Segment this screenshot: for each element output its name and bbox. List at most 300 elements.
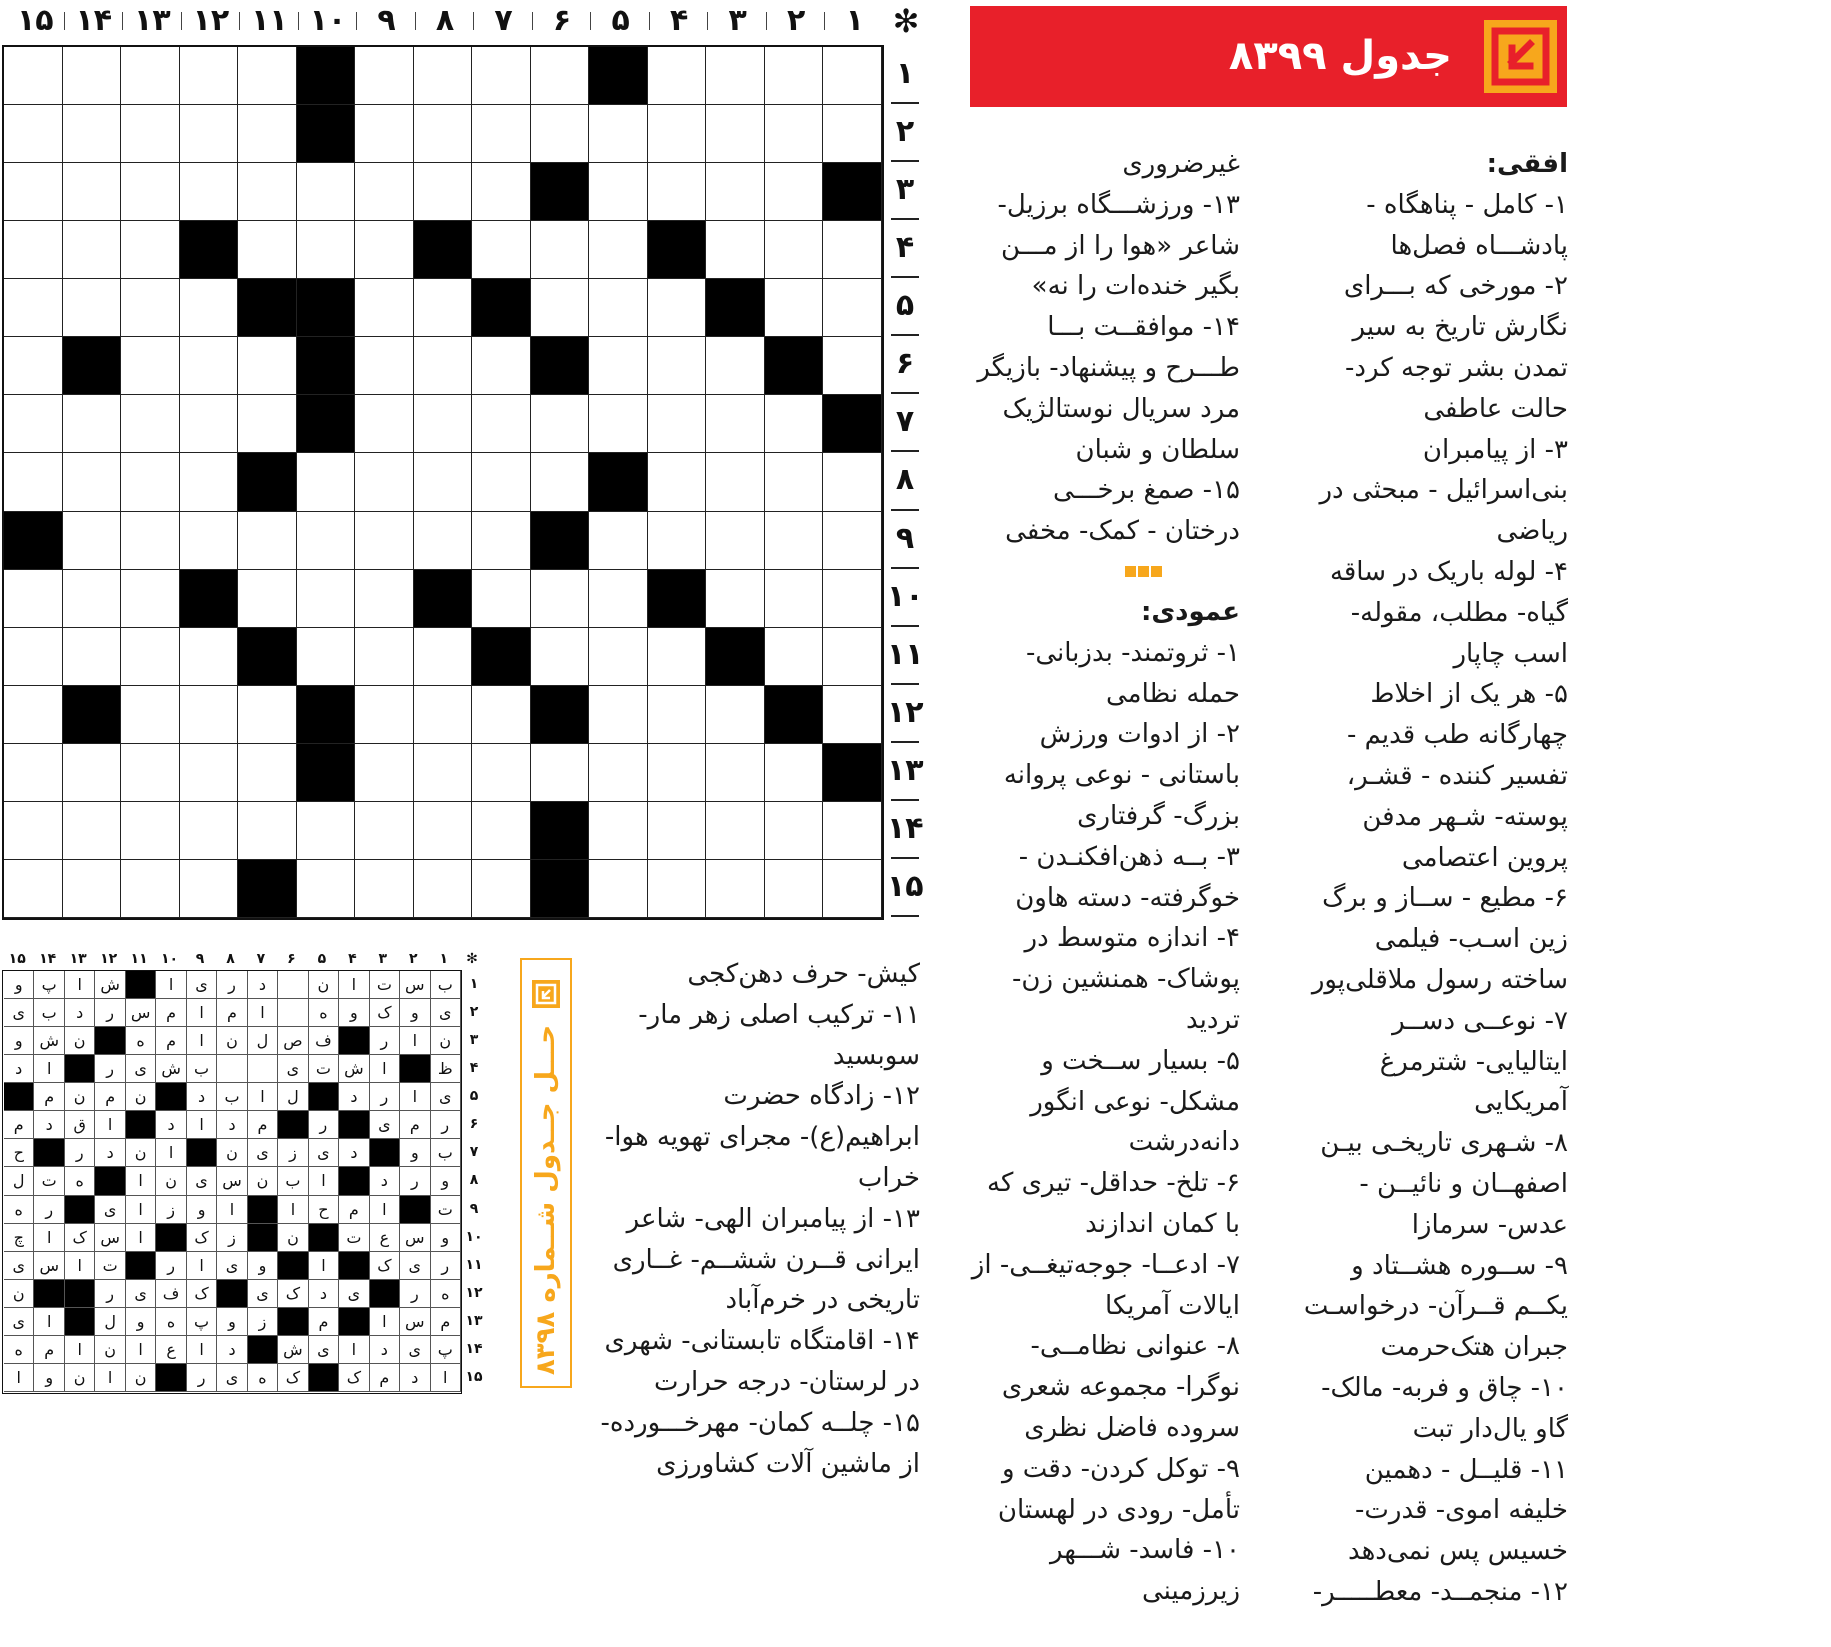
grid-cell[interactable] (4, 628, 63, 686)
grid-cell[interactable] (706, 221, 765, 279)
grid-cell[interactable] (648, 105, 707, 163)
grid-cell[interactable] (472, 163, 531, 221)
solution-cell: د (156, 1111, 186, 1139)
solution-label: حـــل جــدول شــماره ۸۳۹۸ (531, 1024, 561, 1376)
grid-cell[interactable] (765, 453, 824, 511)
grid-cell[interactable] (4, 686, 63, 744)
grid-cell[interactable] (589, 105, 648, 163)
grid-cell[interactable] (706, 47, 765, 105)
grid-cell[interactable] (121, 163, 180, 221)
grid-cell[interactable] (472, 686, 531, 744)
solution-row-number: ۱۵ (465, 1368, 483, 1385)
grid-cell[interactable] (765, 221, 824, 279)
solution-cell: ف (156, 1280, 186, 1308)
solution-cell: ا (126, 1336, 156, 1364)
grid-cell[interactable] (355, 570, 414, 628)
solution-cell: و (4, 1027, 34, 1055)
column-number-header (2, 0, 884, 42)
grid-cell[interactable] (414, 47, 473, 105)
grid-cell[interactable] (589, 512, 648, 570)
grid-cell[interactable] (648, 628, 707, 686)
grid-cell[interactable] (355, 47, 414, 105)
grid-cell[interactable] (63, 628, 122, 686)
grid-cell[interactable] (472, 395, 531, 453)
grid-cell[interactable] (648, 395, 707, 453)
solution-cell: ا (34, 1308, 64, 1336)
row-number: ۱۱ (887, 636, 924, 672)
solution-cell: د (217, 1336, 247, 1364)
grid-cell[interactable] (238, 570, 297, 628)
grid-cell[interactable] (63, 453, 122, 511)
grid-cell[interactable] (531, 570, 590, 628)
column-number: ۹ (377, 3, 396, 38)
black-cell (706, 279, 765, 337)
grid-cell[interactable] (180, 395, 239, 453)
grid-cell[interactable] (121, 744, 180, 802)
grid-cell[interactable] (238, 105, 297, 163)
grid-cell[interactable] (589, 744, 648, 802)
grid-cell[interactable] (238, 512, 297, 570)
solution-cell: ا (339, 1336, 369, 1364)
grid-cell[interactable] (4, 279, 63, 337)
clues-column-bottom (598, 954, 920, 1484)
solution-column-number: ۱۴ (39, 951, 57, 967)
grid-cell[interactable] (765, 802, 824, 860)
black-cell (765, 686, 824, 744)
grid-cell[interactable] (355, 279, 414, 337)
grid-cell[interactable] (414, 105, 473, 163)
grid-cell[interactable] (823, 628, 882, 686)
clue-text: ۱- ثروتمند- بدزبانی- حمله نظامی (1025, 637, 1240, 709)
grid-cell[interactable] (297, 860, 356, 918)
grid-cell[interactable] (589, 802, 648, 860)
grid-cell[interactable] (414, 453, 473, 511)
black-cell (238, 860, 297, 918)
grid-cell[interactable] (121, 570, 180, 628)
grid-cell[interactable] (414, 802, 473, 860)
grid-cell[interactable] (531, 105, 590, 163)
black-cell (531, 860, 590, 918)
solution-cell: ا (95, 1111, 125, 1139)
solution-label-box (520, 958, 572, 1388)
grid-cell[interactable] (4, 163, 63, 221)
clue-text: ۷- ادعــا- جوجه‌تیغــی- از ایالات آمریکا (971, 1249, 1240, 1321)
grid-cell[interactable] (414, 860, 473, 918)
grid-cell[interactable] (238, 802, 297, 860)
grid-cell[interactable] (4, 860, 63, 918)
solution-row-number: ۲ (469, 1004, 479, 1021)
grid-cell[interactable] (706, 570, 765, 628)
grid-cell[interactable] (63, 163, 122, 221)
grid-cell[interactable] (355, 628, 414, 686)
grid-cell[interactable] (121, 395, 180, 453)
column-number: ۸ (435, 3, 455, 38)
solution-black-cell (34, 1139, 64, 1167)
clue-text: ۱۲- منجمــد- معطـــــر- (1312, 1576, 1568, 1607)
solution-column-number: ۱۱ (130, 951, 148, 967)
grid-cell[interactable] (414, 337, 473, 395)
solution-cell: ک (65, 1224, 95, 1252)
grid-cell[interactable] (706, 860, 765, 918)
grid-cell[interactable] (121, 686, 180, 744)
solution-black-cell (339, 1252, 369, 1280)
clues-column-middle (970, 144, 1240, 1612)
grid-cell[interactable] (648, 686, 707, 744)
grid-cell[interactable] (765, 744, 824, 802)
grid-cell[interactable] (63, 105, 122, 163)
grid-cell[interactable] (4, 221, 63, 279)
grid-cell[interactable] (63, 570, 122, 628)
grid-cell[interactable] (823, 686, 882, 744)
grid-cell[interactable] (121, 279, 180, 337)
clue-text: ۹- توکل کردن- دقت و تأمل- رودی در لهستان (997, 1453, 1240, 1525)
grid-cell[interactable] (589, 860, 648, 918)
grid-cell[interactable] (648, 337, 707, 395)
solution-cell: د (339, 1083, 369, 1111)
grid-cell[interactable] (823, 453, 882, 511)
black-cell (531, 686, 590, 744)
solution-cell: ی (187, 971, 217, 999)
grid-cell[interactable] (63, 744, 122, 802)
solution-cell: و (126, 1308, 156, 1336)
clue-text: ۴- اندازه متوسط در پوشاک- همنشین زن- تردید (1011, 923, 1240, 1035)
grid-cell[interactable] (589, 337, 648, 395)
clue-text: غیرضروری (1122, 149, 1240, 179)
clue-text: ۱۴- اقامتگاه تابستانی- شهری در لرستان- درجه حرارت (604, 1326, 920, 1397)
grid-cell[interactable] (355, 744, 414, 802)
grid-cell[interactable] (823, 221, 882, 279)
grid-cell[interactable] (648, 860, 707, 918)
grid-cell[interactable] (706, 686, 765, 744)
grid-cell[interactable] (472, 512, 531, 570)
grid-cell[interactable] (531, 47, 590, 105)
grid-cell[interactable] (121, 860, 180, 918)
grid-cell[interactable] (121, 105, 180, 163)
grid-cell[interactable] (648, 163, 707, 221)
grid-cell[interactable] (472, 744, 531, 802)
grid-cell[interactable] (355, 512, 414, 570)
solution-cell: ه (4, 1336, 34, 1364)
solution-black-cell (339, 1111, 369, 1139)
grid-cell[interactable] (238, 47, 297, 105)
grid-cell[interactable] (180, 47, 239, 105)
grid-cell[interactable] (589, 686, 648, 744)
grid-cell[interactable] (765, 395, 824, 453)
grid-cell[interactable] (531, 453, 590, 511)
grid-cell[interactable] (121, 221, 180, 279)
solution-cell: د (400, 1364, 430, 1392)
black-cell (297, 337, 356, 395)
solution-cell: ک (370, 999, 400, 1027)
solution-cell: ک (187, 1224, 217, 1252)
grid-cell[interactable] (297, 453, 356, 511)
solution-cell: م (370, 1364, 400, 1392)
solution-cell: ز (156, 1196, 186, 1224)
grid-cell[interactable] (180, 628, 239, 686)
grid-cell[interactable] (589, 221, 648, 279)
grid-cell[interactable] (297, 628, 356, 686)
solution-cell: ع (370, 1224, 400, 1252)
solution-cell: ل (4, 1167, 34, 1195)
solution-row-number: ۳ (469, 1032, 479, 1049)
grid-cell[interactable] (648, 744, 707, 802)
grid-cell[interactable] (355, 395, 414, 453)
grid-cell[interactable] (63, 221, 122, 279)
grid-cell[interactable] (4, 802, 63, 860)
grid-cell[interactable] (823, 860, 882, 918)
grid-cell[interactable] (765, 570, 824, 628)
grid-cell[interactable] (63, 802, 122, 860)
solution-cell: ه (4, 1196, 34, 1224)
grid-cell[interactable] (297, 221, 356, 279)
grid-cell[interactable] (4, 453, 63, 511)
grid-cell[interactable] (414, 628, 473, 686)
solution-cell: ه (309, 999, 339, 1027)
grid-cell[interactable] (472, 570, 531, 628)
grid-cell[interactable] (63, 47, 122, 105)
solution-cell: ر (65, 1139, 95, 1167)
grid-cell[interactable] (355, 802, 414, 860)
grid-cell[interactable] (648, 512, 707, 570)
solution-cell: ب (278, 1167, 308, 1195)
black-cell (238, 628, 297, 686)
solution-column-number: ۱۳ (69, 951, 87, 967)
grid-cell[interactable] (765, 512, 824, 570)
grid-cell[interactable] (355, 221, 414, 279)
grid-cell[interactable] (472, 453, 531, 511)
grid-cell[interactable] (414, 686, 473, 744)
grid-cell[interactable] (648, 279, 707, 337)
solution-black-cell (34, 1280, 64, 1308)
grid-cell[interactable] (238, 337, 297, 395)
clue-text: ۳- بــه ذهن‌افکنـدن - خوگرفته- دسته هاون (1015, 841, 1240, 913)
grid-cell[interactable] (121, 453, 180, 511)
grid-cell[interactable] (63, 860, 122, 918)
grid-cell[interactable] (180, 860, 239, 918)
solution-column-number: ۳ (378, 951, 388, 967)
grid-cell[interactable] (355, 337, 414, 395)
solution-cell: و (400, 1139, 430, 1167)
grid-cell[interactable] (414, 512, 473, 570)
grid-cell[interactable] (4, 47, 63, 105)
grid-cell[interactable] (589, 570, 648, 628)
grid-cell[interactable] (238, 744, 297, 802)
solution-cell: ز (278, 1139, 308, 1167)
solution-cell: ت (34, 1167, 64, 1195)
grid-cell[interactable] (355, 453, 414, 511)
solution-cell: ش (156, 1055, 186, 1083)
solution-cell: ی (126, 1055, 156, 1083)
grid-cell[interactable] (355, 686, 414, 744)
solution-cell: ن (65, 1364, 95, 1392)
grid-cell[interactable] (472, 105, 531, 163)
grid-cell[interactable] (765, 860, 824, 918)
grid-cell[interactable] (589, 163, 648, 221)
black-cell (180, 570, 239, 628)
black-cell (823, 744, 882, 802)
grid-cell[interactable] (180, 279, 239, 337)
grid-cell[interactable] (648, 453, 707, 511)
column-separator (473, 12, 474, 30)
grid-cell[interactable] (706, 512, 765, 570)
grid-cell[interactable] (823, 337, 882, 395)
grid-cell[interactable] (823, 279, 882, 337)
grid-cell[interactable] (180, 686, 239, 744)
grid-cell[interactable] (4, 570, 63, 628)
grid-cell[interactable] (4, 744, 63, 802)
solution-cell: د (248, 971, 278, 999)
grid-cell[interactable] (472, 47, 531, 105)
grid-cell[interactable] (823, 512, 882, 570)
grid-cell[interactable] (297, 570, 356, 628)
solution-cell: ا (400, 1027, 430, 1055)
grid-cell[interactable] (180, 512, 239, 570)
grid-cell[interactable] (180, 802, 239, 860)
grid-cell[interactable] (4, 337, 63, 395)
solution-cell: ت (431, 1196, 461, 1224)
solution-cell: ا (34, 1224, 64, 1252)
clue-text: ۸- شـهری تاریخـی بیـن اصفهــان و نائیــن - عدس- سرمازا (1320, 1128, 1568, 1240)
solution-cell: م (217, 999, 247, 1027)
column-number: ۶ (552, 3, 572, 38)
grid-cell[interactable] (121, 337, 180, 395)
grid-cell[interactable] (765, 47, 824, 105)
grid-cell[interactable] (531, 279, 590, 337)
solution-cell: م (400, 1111, 430, 1139)
grid-cell[interactable] (765, 163, 824, 221)
grid-cell[interactable] (414, 395, 473, 453)
solution-row-number: ۸ (469, 1172, 479, 1189)
grid-cell[interactable] (765, 628, 824, 686)
grid-cell[interactable] (121, 47, 180, 105)
grid-cell[interactable] (472, 221, 531, 279)
grid-cell[interactable] (180, 105, 239, 163)
grid-cell[interactable] (706, 163, 765, 221)
solution-cell: م (309, 1308, 339, 1336)
grid-cell[interactable] (355, 860, 414, 918)
black-cell (4, 512, 63, 570)
grid-cell[interactable] (238, 163, 297, 221)
grid-cell[interactable] (414, 279, 473, 337)
grid-cell[interactable] (238, 686, 297, 744)
grid-cell[interactable] (414, 744, 473, 802)
solution-cell: س (95, 1224, 125, 1252)
solution-cell (248, 1055, 278, 1083)
grid-cell[interactable] (121, 802, 180, 860)
clue-text: ۱۵- چلــه کمان- مهرخـــورده- از ماشین آلات کشاورزی (600, 1407, 920, 1479)
grid-cell[interactable] (823, 570, 882, 628)
grid-cell[interactable] (4, 395, 63, 453)
grid-cell[interactable] (706, 453, 765, 511)
solution-row-number: ۱۴ (465, 1340, 483, 1357)
solution-cell: ه (248, 1364, 278, 1392)
grid-cell[interactable] (238, 395, 297, 453)
grid-cell[interactable] (706, 337, 765, 395)
grid-cell[interactable] (648, 47, 707, 105)
grid-cell[interactable] (63, 395, 122, 453)
column-separator (532, 12, 533, 30)
grid-cell[interactable] (531, 395, 590, 453)
grid-cell[interactable] (472, 802, 531, 860)
solution-cell: ن (126, 1083, 156, 1111)
grid-cell[interactable] (238, 221, 297, 279)
grid-cell[interactable] (765, 279, 824, 337)
grid-cell[interactable] (297, 512, 356, 570)
grid-cell[interactable] (589, 279, 648, 337)
grid-cell[interactable] (531, 628, 590, 686)
black-cell (648, 221, 707, 279)
grid-cell[interactable] (121, 628, 180, 686)
black-cell (63, 686, 122, 744)
grid-cell[interactable] (180, 453, 239, 511)
grid-cell[interactable] (472, 860, 531, 918)
grid-cell[interactable] (4, 105, 63, 163)
grid-cell[interactable] (648, 802, 707, 860)
grid-cell[interactable] (706, 802, 765, 860)
grid-cell[interactable] (823, 105, 882, 163)
black-cell (297, 744, 356, 802)
grid-cell[interactable] (63, 279, 122, 337)
column-number: ۱۲ (192, 3, 230, 38)
solution-cell: ه (65, 1167, 95, 1195)
solution-cell: ا (187, 999, 217, 1027)
grid-cell[interactable] (472, 337, 531, 395)
grid-cell[interactable] (531, 744, 590, 802)
grid-cell[interactable] (823, 802, 882, 860)
grid-cell[interactable] (589, 628, 648, 686)
grid-cell[interactable] (414, 163, 473, 221)
clue-text: ۶- مطیع - ســاز و برگ زین اسـب- فیلمی ساخته رسول ملاقلی‌پور (1311, 883, 1568, 995)
solution-cell: ح (4, 1139, 34, 1167)
grid-cell[interactable] (706, 395, 765, 453)
solution-cell: ر (95, 1280, 125, 1308)
grid-cell[interactable] (765, 105, 824, 163)
grid-cell[interactable] (297, 802, 356, 860)
grid-cell[interactable] (63, 512, 122, 570)
column-number: ۴ (669, 3, 689, 38)
grid-cell[interactable] (531, 221, 590, 279)
solution-cell: ب (217, 1083, 247, 1111)
grid-cell[interactable] (823, 47, 882, 105)
grid-cell[interactable] (180, 163, 239, 221)
grid-cell[interactable] (706, 105, 765, 163)
black-cell (823, 395, 882, 453)
grid-cell[interactable] (355, 105, 414, 163)
solution-row-number: ۴ (469, 1060, 479, 1077)
row-number: ۴ (895, 230, 915, 266)
solution-cell: ر (370, 1083, 400, 1111)
grid-cell[interactable] (297, 163, 356, 221)
grid-cell[interactable] (180, 337, 239, 395)
grid-cell[interactable] (706, 744, 765, 802)
solution-cell: م (431, 1308, 461, 1336)
solution-column-number: ۲ (409, 951, 418, 967)
solution-cell: ش (278, 1336, 308, 1364)
solution-cell: ا (4, 1364, 34, 1392)
grid-cell[interactable] (121, 512, 180, 570)
grid-cell[interactable] (355, 163, 414, 221)
column-number: ۳ (728, 3, 747, 38)
solution-black-cell (65, 1055, 95, 1083)
grid-cell[interactable] (180, 744, 239, 802)
solution-cell: س (126, 999, 156, 1027)
solution-cell: ا (65, 1252, 95, 1280)
grid-cell[interactable] (589, 395, 648, 453)
solution-grid (2, 970, 462, 1394)
solution-cell: ا (400, 1083, 430, 1111)
clue-text: ۵- هر یک از اخلاط چهارگانه طب قدیم - تفسیر کننده - قشـر، پوسته- شـهر مدفن پروین اعتصامی (1346, 679, 1568, 873)
column-separator (239, 12, 240, 30)
